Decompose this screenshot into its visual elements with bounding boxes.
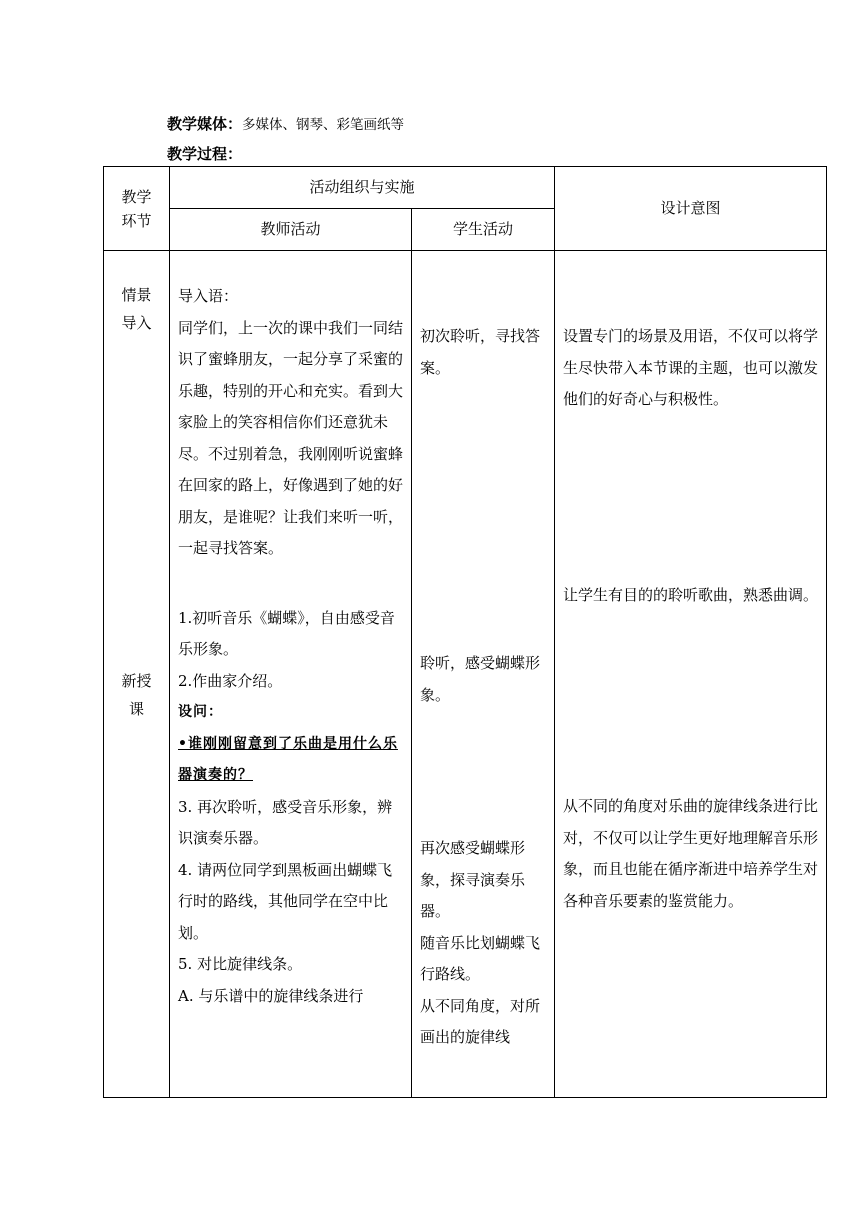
student-item-4: 随音乐比划蝴蝶飞行路线。 <box>420 933 541 983</box>
intro-label: 导入语： <box>178 287 239 305</box>
header-teacher: 教师活动 <box>170 209 412 251</box>
intent-item-2: 让学生有目的的聆听歌曲，熟悉曲调。 <box>563 585 819 604</box>
lesson-table <box>103 166 827 1098</box>
header-stage-cell <box>104 167 170 251</box>
student-item-3: 再次感受蝴蝶形象，探寻演奏乐器。 <box>420 839 526 920</box>
teacher-item-1: 1.初听音乐《蝴蝶》，自由感受音乐形象。 <box>178 608 395 658</box>
intent-item-1: 设置专门的场景及用语，不仅可以将学生尽快带入本节课的主题，也可以激发他们的好奇心与积极性。 <box>563 327 819 408</box>
intent-item-3: 从不同的角度对乐曲的旋律线条进行比对，不仅可以让学生更好地理解音乐形象，而且也能在循序渐进中培养学生对各种音乐要素的鉴赏能力。 <box>563 797 819 910</box>
teacher-cell <box>170 251 412 1098</box>
question-text: •谁刚刚留意到了乐曲是用什么乐器演奏的？ <box>178 735 398 783</box>
teacher-item-3: 3. 再次聆听，感受音乐形象，辨识演奏乐器。 <box>178 797 393 847</box>
stage-new: 新授课 <box>121 672 152 718</box>
header-stage: 教学环节 <box>121 187 152 230</box>
header-intent: 设计意图 <box>555 167 827 251</box>
teacher-item-a: A. 与乐谱中的旋律线条进行 <box>178 986 364 1005</box>
media-value: 多媒体、钢琴、彩笔画纸等 <box>242 117 405 133</box>
process-line <box>167 143 242 164</box>
student-item-2: 聆听，感受蝴蝶形象。 <box>420 654 541 704</box>
header-student: 学生活动 <box>412 209 555 251</box>
intro-text: 同学们，上一次的课中我们一同结识了蜜蜂朋友，一起分享了采蜜的乐趣，特别的开心和充实。看到大家脸上的笑容相信你们还意犹未尽。不过别着急，我刚刚听说蜜蜂在回家的路上，好像遇到了她的好朋友，是谁呢？让我们来听一听，一起寻找答案。 <box>178 318 404 557</box>
student-cell <box>412 251 555 1098</box>
teacher-item-2: 2.作曲家介绍。 <box>178 671 283 690</box>
question-label: 设问： <box>178 704 223 720</box>
teacher-item-5: 5. 对比旋律线条。 <box>178 955 303 973</box>
teacher-item-4: 4. 请两位同学到黑板画出蝴蝶飞行时的路线，其他同学在空中比划。 <box>178 860 393 942</box>
media-label: 教学媒体： <box>167 115 243 133</box>
intent-cell <box>555 251 827 1098</box>
student-item-1: 初次聆听，寻找答案。 <box>420 327 541 377</box>
media-line <box>167 113 404 134</box>
student-item-5: 从不同角度，对所画出的旋律线 <box>420 996 541 1046</box>
stage-intro: 情景导入 <box>121 286 152 332</box>
process-label: 教学过程： <box>167 145 243 163</box>
stage-cell <box>104 251 170 1098</box>
header-activity: 活动组织与实施 <box>170 167 555 209</box>
